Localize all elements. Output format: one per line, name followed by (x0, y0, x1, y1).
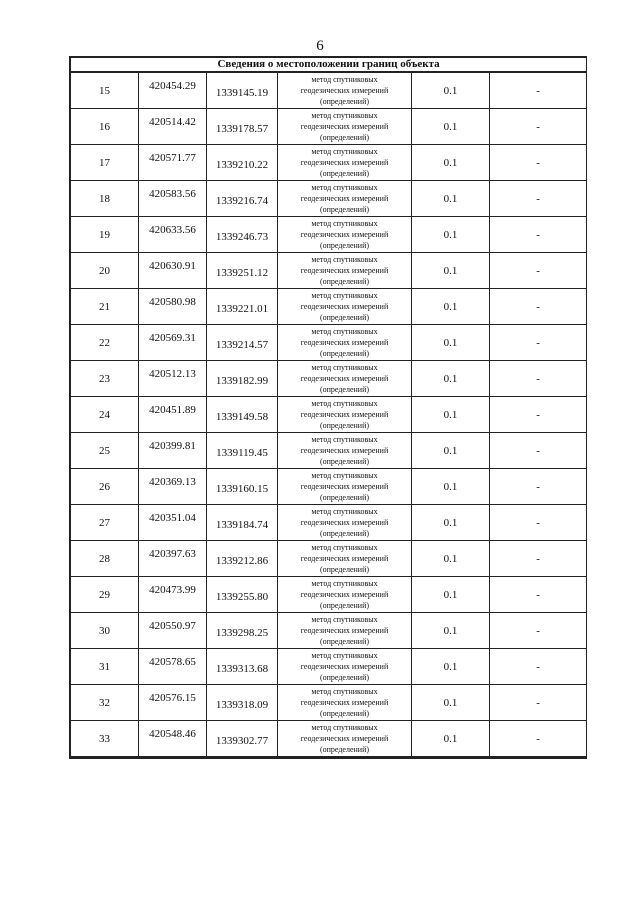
x-coordinate-cell: 420571.77 (139, 145, 207, 181)
y-coordinate-cell: 1339302.77 (207, 721, 278, 757)
x-coordinate-cell: 420397.63 (139, 541, 207, 577)
method-line-3: (определений) (319, 385, 370, 394)
y-coordinate-cell: 1339145.19 (207, 72, 278, 109)
method-cell (278, 397, 412, 433)
x-coordinate-cell: 420548.46 (139, 721, 207, 757)
method-line-1: метод спутниковых (311, 291, 378, 300)
note-cell: - (490, 217, 587, 253)
method-cell (278, 72, 412, 109)
table-row (71, 541, 587, 577)
method-line-1: метод спутниковых (311, 507, 378, 516)
method-line-1: метод спутниковых (311, 543, 378, 552)
method-cell (278, 253, 412, 289)
x-coordinate-cell: 420351.04 (139, 505, 207, 541)
method-line-3: (определений) (319, 421, 370, 430)
y-coordinate-cell: 1339214.57 (207, 325, 278, 361)
method-line-2: геодезических измерений (300, 410, 389, 419)
point-number-cell: 33 (71, 721, 139, 757)
method-line-2: геодезических измерений (300, 698, 389, 707)
method-line-1: метод спутниковых (311, 219, 378, 228)
table-row (71, 577, 587, 613)
y-coordinate-cell: 1339255.80 (207, 577, 278, 613)
accuracy-cell: 0.1 (412, 469, 490, 505)
point-number-cell: 18 (71, 181, 139, 217)
table-row (71, 433, 587, 469)
method-line-1: метод спутниковых (311, 723, 378, 732)
method-cell (278, 109, 412, 145)
point-number-cell: 24 (71, 397, 139, 433)
method-line-2: геодезических измерений (300, 374, 389, 383)
method-line-2: геодезических измерений (300, 734, 389, 743)
table-row (71, 72, 587, 109)
table-row (71, 145, 587, 181)
point-number-cell: 30 (71, 613, 139, 649)
accuracy-cell: 0.1 (412, 685, 490, 721)
x-coordinate-cell: 420369.13 (139, 469, 207, 505)
method-line-1: метод спутниковых (311, 615, 378, 624)
method-line-3: (определений) (319, 529, 370, 538)
note-cell: - (490, 685, 587, 721)
method-cell (278, 325, 412, 361)
method-line-3: (определений) (319, 205, 370, 214)
accuracy-cell: 0.1 (412, 397, 490, 433)
method-line-1: метод спутниковых (311, 579, 378, 588)
method-cell (278, 541, 412, 577)
method-line-1: метод спутниковых (311, 75, 378, 84)
method-line-3: (определений) (319, 169, 370, 178)
note-cell: - (490, 361, 587, 397)
accuracy-cell: 0.1 (412, 109, 490, 145)
point-number-cell: 15 (71, 72, 139, 109)
method-line-3: (определений) (319, 241, 370, 250)
table-row (71, 649, 587, 685)
point-number-cell: 31 (71, 649, 139, 685)
method-line-1: метод спутниковых (311, 327, 378, 336)
page-number: 6 (316, 38, 324, 54)
y-coordinate-cell: 1339149.58 (207, 397, 278, 433)
method-line-1: метод спутниковых (311, 183, 378, 192)
method-cell (278, 181, 412, 217)
method-cell (278, 577, 412, 613)
point-number-cell: 28 (71, 541, 139, 577)
note-cell: - (490, 433, 587, 469)
note-cell: - (490, 469, 587, 505)
method-line-3: (определений) (319, 709, 370, 718)
x-coordinate-cell: 420451.89 (139, 397, 207, 433)
y-coordinate-cell: 1339221.01 (207, 289, 278, 325)
point-number-cell: 16 (71, 109, 139, 145)
note-cell: - (490, 505, 587, 541)
method-line-1: метод спутниковых (311, 111, 378, 120)
accuracy-cell: 0.1 (412, 289, 490, 325)
y-coordinate-cell: 1339119.45 (207, 433, 278, 469)
y-coordinate-cell: 1339178.57 (207, 109, 278, 145)
note-cell: - (490, 72, 587, 109)
y-coordinate-cell: 1339298.25 (207, 613, 278, 649)
table-row (71, 325, 587, 361)
note-cell: - (490, 181, 587, 217)
method-line-2: геодезических измерений (300, 158, 389, 167)
y-coordinate-cell: 1339160.15 (207, 469, 278, 505)
table-row (71, 721, 587, 757)
method-cell (278, 145, 412, 181)
y-coordinate-cell: 1339246.73 (207, 217, 278, 253)
point-number-cell: 20 (71, 253, 139, 289)
method-line-1: метод спутниковых (311, 471, 378, 480)
method-line-2: геодезических измерений (300, 662, 389, 671)
method-cell (278, 649, 412, 685)
note-cell: - (490, 613, 587, 649)
method-line-3: (определений) (319, 493, 370, 502)
table-row (71, 109, 587, 145)
boundary-table (70, 57, 587, 757)
method-cell (278, 685, 412, 721)
method-line-3: (определений) (319, 277, 370, 286)
note-cell: - (490, 145, 587, 181)
table-row (71, 361, 587, 397)
x-coordinate-cell: 420454.29 (139, 72, 207, 109)
method-line-3: (определений) (319, 457, 370, 466)
accuracy-cell: 0.1 (412, 433, 490, 469)
method-line-1: метод спутниковых (311, 255, 378, 264)
method-line-1: метод спутниковых (311, 363, 378, 372)
method-cell (278, 505, 412, 541)
method-line-3: (определений) (319, 601, 370, 610)
accuracy-cell: 0.1 (412, 505, 490, 541)
method-cell (278, 469, 412, 505)
y-coordinate-cell: 1339251.12 (207, 253, 278, 289)
point-number-cell: 19 (71, 217, 139, 253)
method-line-1: метод спутниковых (311, 651, 378, 660)
accuracy-cell: 0.1 (412, 613, 490, 649)
method-line-3: (определений) (319, 745, 370, 754)
y-coordinate-cell: 1339313.68 (207, 649, 278, 685)
method-line-2: геодезических измерений (300, 518, 389, 527)
x-coordinate-cell: 420473.99 (139, 577, 207, 613)
point-number-cell: 32 (71, 685, 139, 721)
method-line-1: метод спутниковых (311, 687, 378, 696)
note-cell: - (490, 649, 587, 685)
boundary-table-container (69, 56, 587, 759)
table-row (71, 397, 587, 433)
point-number-cell: 21 (71, 289, 139, 325)
x-coordinate-cell: 420569.31 (139, 325, 207, 361)
method-cell (278, 217, 412, 253)
point-number-cell: 22 (71, 325, 139, 361)
method-line-3: (определений) (319, 133, 370, 142)
note-cell: - (490, 253, 587, 289)
note-cell: - (490, 541, 587, 577)
method-line-2: геодезических измерений (300, 266, 389, 275)
table-row (71, 685, 587, 721)
method-line-2: геодезических измерений (300, 482, 389, 491)
point-number-cell: 26 (71, 469, 139, 505)
table-row (71, 613, 587, 649)
method-line-2: геодезических измерений (300, 446, 389, 455)
accuracy-cell: 0.1 (412, 325, 490, 361)
method-cell (278, 361, 412, 397)
y-coordinate-cell: 1339182.99 (207, 361, 278, 397)
x-coordinate-cell: 420583.56 (139, 181, 207, 217)
x-coordinate-cell: 420399.81 (139, 433, 207, 469)
point-number-cell: 25 (71, 433, 139, 469)
x-coordinate-cell: 420578.65 (139, 649, 207, 685)
method-line-2: геодезических измерений (300, 86, 389, 95)
table-row (71, 217, 587, 253)
table-row (71, 181, 587, 217)
y-coordinate-cell: 1339318.09 (207, 685, 278, 721)
x-coordinate-cell: 420514.42 (139, 109, 207, 145)
point-number-cell: 17 (71, 145, 139, 181)
point-number-cell: 29 (71, 577, 139, 613)
method-line-1: метод спутниковых (311, 399, 378, 408)
method-line-2: геодезических измерений (300, 194, 389, 203)
method-line-3: (определений) (319, 97, 370, 106)
table-body (71, 72, 587, 757)
method-line-1: метод спутниковых (311, 435, 378, 444)
method-line-3: (определений) (319, 349, 370, 358)
note-cell: - (490, 289, 587, 325)
accuracy-cell: 0.1 (412, 181, 490, 217)
note-cell: - (490, 325, 587, 361)
method-line-3: (определений) (319, 673, 370, 682)
method-line-2: геодезических измерений (300, 626, 389, 635)
method-cell (278, 289, 412, 325)
method-cell (278, 613, 412, 649)
accuracy-cell: 0.1 (412, 217, 490, 253)
method-cell (278, 433, 412, 469)
method-line-1: метод спутниковых (311, 147, 378, 156)
method-line-3: (определений) (319, 637, 370, 646)
method-line-2: геодезических измерений (300, 338, 389, 347)
accuracy-cell: 0.1 (412, 577, 490, 613)
note-cell: - (490, 721, 587, 757)
x-coordinate-cell: 420550.97 (139, 613, 207, 649)
method-line-3: (определений) (319, 565, 370, 574)
x-coordinate-cell: 420630.91 (139, 253, 207, 289)
x-coordinate-cell: 420580.98 (139, 289, 207, 325)
point-number-cell: 23 (71, 361, 139, 397)
method-line-2: геодезических измерений (300, 302, 389, 311)
method-line-2: геодезических измерений (300, 122, 389, 131)
accuracy-cell: 0.1 (412, 541, 490, 577)
x-coordinate-cell: 420576.15 (139, 685, 207, 721)
accuracy-cell: 0.1 (412, 145, 490, 181)
note-cell: - (490, 397, 587, 433)
table-row (71, 505, 587, 541)
y-coordinate-cell: 1339216.74 (207, 181, 278, 217)
accuracy-cell: 0.1 (412, 649, 490, 685)
accuracy-cell: 0.1 (412, 721, 490, 757)
accuracy-cell: 0.1 (412, 361, 490, 397)
x-coordinate-cell: 420512.13 (139, 361, 207, 397)
method-line-2: геодезических измерений (300, 554, 389, 563)
table-row (71, 469, 587, 505)
table-title: Сведения о местоположении границ объекта (71, 58, 587, 73)
table-row (71, 289, 587, 325)
accuracy-cell: 0.1 (412, 253, 490, 289)
method-cell (278, 721, 412, 757)
method-line-2: геодезических измерений (300, 230, 389, 239)
y-coordinate-cell: 1339212.86 (207, 541, 278, 577)
y-coordinate-cell: 1339210.22 (207, 145, 278, 181)
x-coordinate-cell: 420633.56 (139, 217, 207, 253)
method-line-2: геодезических измерений (300, 590, 389, 599)
y-coordinate-cell: 1339184.74 (207, 505, 278, 541)
table-row (71, 253, 587, 289)
method-line-3: (определений) (319, 313, 370, 322)
note-cell: - (490, 109, 587, 145)
note-cell: - (490, 577, 587, 613)
point-number-cell: 27 (71, 505, 139, 541)
accuracy-cell: 0.1 (412, 72, 490, 109)
